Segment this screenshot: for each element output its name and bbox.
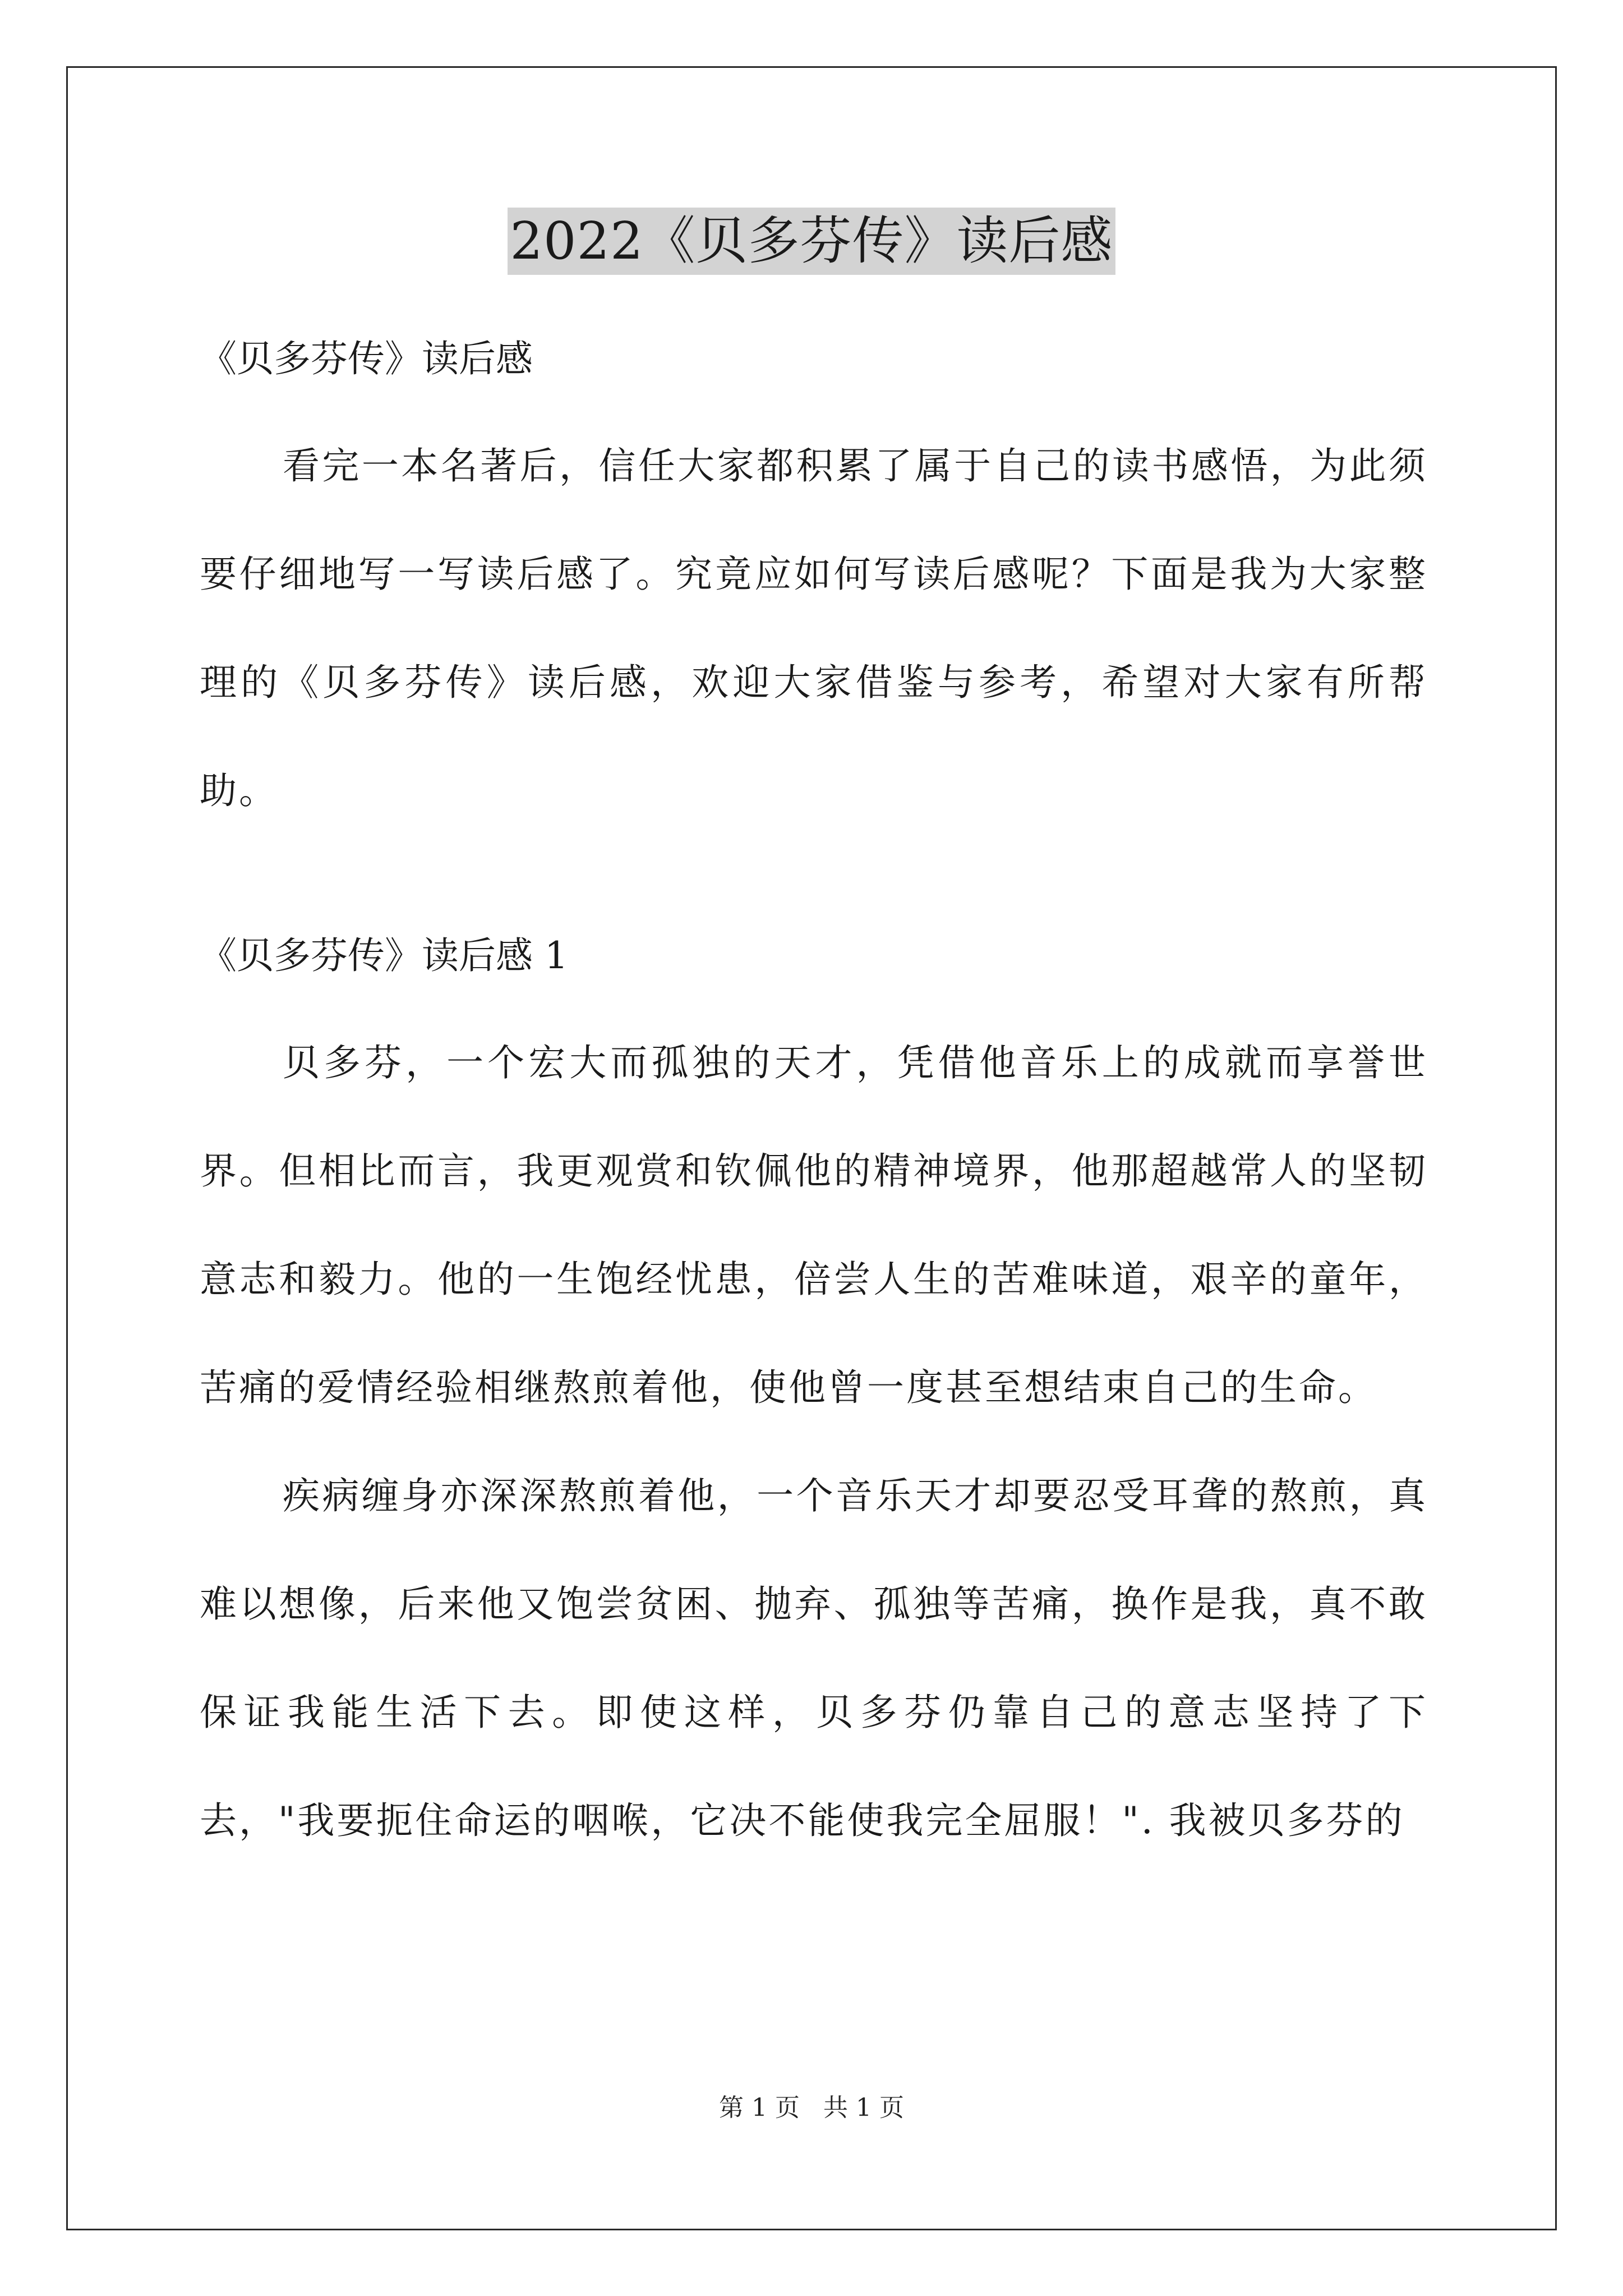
section-heading: 《贝多芬传》读后感 1	[200, 934, 568, 977]
title-container	[0, 208, 1623, 275]
page-number: 第 1 页	[719, 2093, 800, 2122]
subheading: 《贝多芬传》读后感	[200, 337, 533, 380]
body-paragraph: 贝多芬，一个宏大而孤独的天才，凭借他音乐上的成就而享誉世界。但相比而言，我更观赏和钦佩他的精神境界，他那超越常人的坚韧意志和毅力。他的一生饱经忧患，倍尝人生的苦难味道，艰辛的童年，苦痛的爱情经验相继熬煎着他，使他曾一度甚至想结束自己的生命。	[200, 1041, 1428, 1409]
document-title: 2022《贝多芬传》读后感	[508, 208, 1115, 275]
body-paragraph: 疾病缠身亦深深熬煎着他，一个音乐天才却要忍受耳聋的熬煎，真难以想像，后来他又饱尝贫困、抛弃、孤独等苦痛，换作是我，真不敢保证我能生活下去。即使这样，贝多芬仍靠自己的意志坚持了下去，"我要扼住命运的咽喉，它决不能使我完全屈服！". 我被贝多芬的	[200, 1474, 1428, 1842]
document-body	[200, 303, 1428, 1875]
intro-paragraph: 看完一本名著后，信任大家都积累了属于自己的读书感悟，为此须要仔细地写一写读后感了。究竟应如何写读后感呢？下面是我为大家整理的《贝多芬传》读后感，欢迎大家借鉴与参考，希望对大家有所帮助。	[200, 444, 1428, 812]
page-footer	[0, 2091, 1623, 2125]
page-count: 共 1 页	[823, 2093, 904, 2122]
